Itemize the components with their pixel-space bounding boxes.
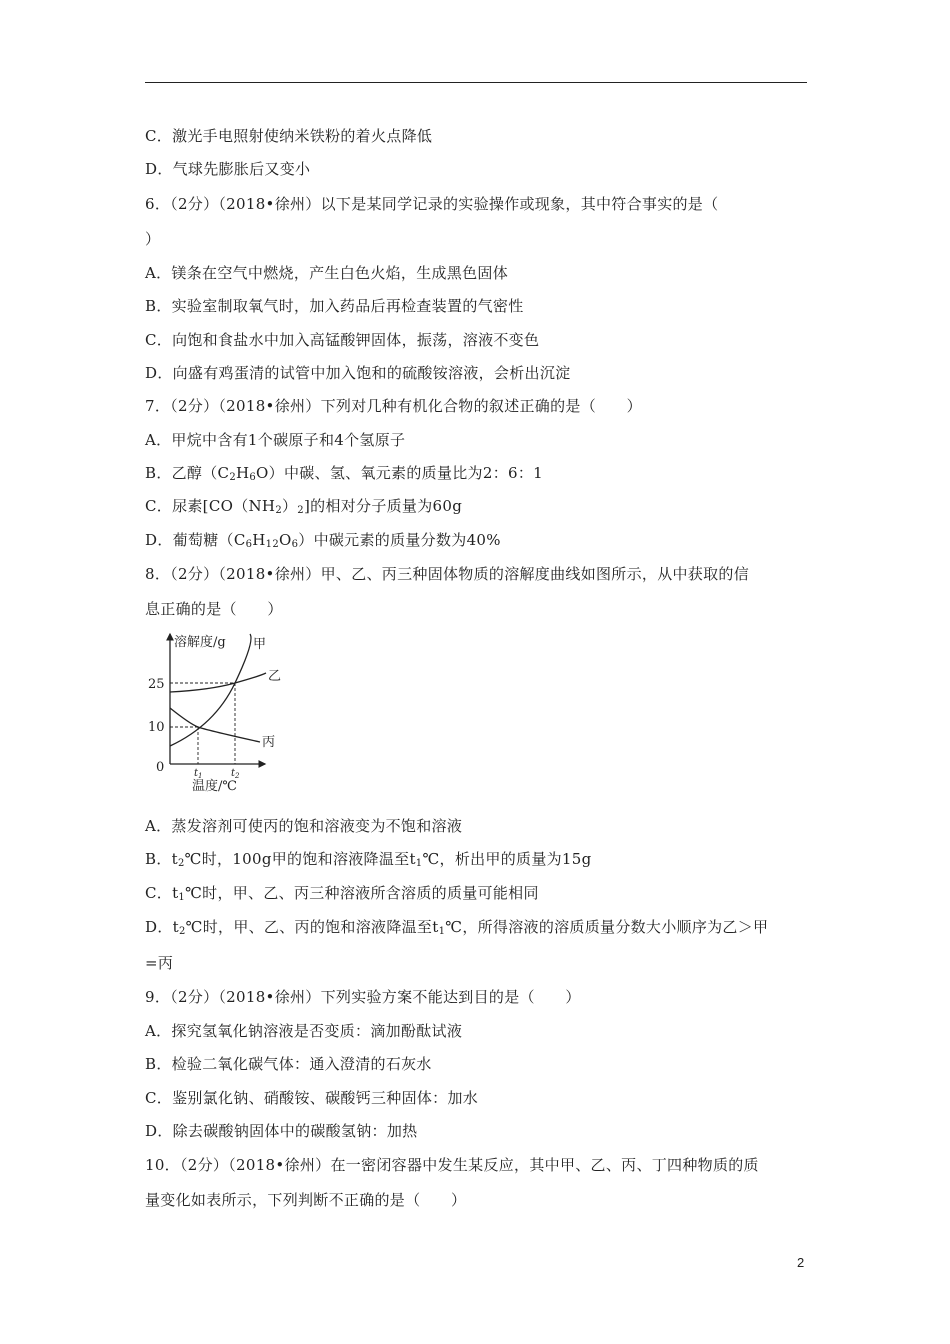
q9-option-b: B．检验二氧化碳气体：通入澄清的石灰水 (145, 1055, 432, 1073)
q6-option-c: C．向饱和食盐水中加入高锰酸钾固体，振荡，溶液不变色 (145, 331, 540, 349)
q7-option-d: D．葡萄糖$(C_6H_{12}O_6)$中碳元素的质量分数为40% (145, 531, 501, 550)
q7-option-c: C．尿素$[CO(NH_2)_2]$的相对分子质量为60g (145, 497, 463, 516)
x-axis-label: 温度/℃ (192, 779, 237, 794)
q8-option-b: B．$t_2℃$时，100g甲的饱和溶液降温至$t_1℃$，析出甲的质量为15g (145, 850, 592, 869)
y-axis-label: 溶解度/g (174, 635, 226, 650)
legend-bing: 丙 (262, 735, 276, 750)
q5-option-d: D．气球先膨胀后又变小 (145, 160, 311, 178)
curve-yi (170, 673, 266, 692)
y-tick-25: 25 (148, 677, 165, 692)
guide-lines (170, 683, 235, 764)
chart-axes (170, 634, 265, 764)
question-8-stem-cont: 息正确的是（ ） (145, 600, 283, 618)
q8-option-d-cont: =丙 (145, 954, 174, 972)
legend-yi: 乙 (268, 669, 282, 684)
question-9-stem: 9．（2分）（2018•徐州）下列实验方案不能达到目的是（ ） (145, 988, 581, 1006)
q9-option-d: D．除去碳酸钠固体中的碳酸氢钠：加热 (145, 1122, 418, 1140)
q6-option-b: B．实验室制取氧气时，加入药品后再检查装置的气密性 (145, 297, 524, 315)
q9-option-c: C．鉴别氯化钠、硝酸铵、碳酸钙三种固体：加水 (145, 1089, 479, 1107)
q6-option-a: A．镁条在空气中燃烧，产生白色火焰，生成黑色固体 (145, 264, 509, 282)
question-6-stem: 6．（2分）（2018•徐州）以下是某同学记录的实验操作或现象，其中符合事实的是（ (145, 195, 719, 213)
question-10-stem: 10．（2分）（2018•徐州）在一密闭容器中发生某反应，其中甲、乙、丙、丁四种物质的质 (145, 1156, 759, 1174)
legend-jia: 甲 (253, 637, 267, 652)
y-tick-10: 10 (148, 720, 165, 735)
q7-option-b: B．乙醇$(C_2H_6O)$中碳、氢、氧元素的质量比为2：6：1 (145, 464, 543, 483)
x-tick-t1: $t_1$ (194, 768, 203, 780)
curve-jia (170, 634, 251, 746)
page-number: 2 (797, 1255, 805, 1270)
q8-option-a: A．蒸发溶剂可使丙的饱和溶液变为不饱和溶液 (145, 817, 463, 835)
q6-option-d: D．向盛有鸡蛋清的试管中加入饱和的硫酸铵溶液，会析出沉淀 (145, 364, 571, 382)
header-rule (145, 82, 807, 83)
q8-option-c: C．$t_1℃$时，甲、乙、丙三种溶液所含溶质的质量可能相同 (145, 884, 539, 903)
x-tick-t2: $t_2$ (231, 768, 240, 780)
question-6-stem-cont: ） (145, 230, 161, 248)
question-10-stem-cont: 量变化如表所示，下列判断不正确的是（ ） (145, 1191, 467, 1209)
q8-option-d: D．$t_2℃$时，甲、乙、丙的饱和溶液降温至$t_1℃$，所得溶液的溶质质量分数大小顺序为乙＞甲 (145, 918, 769, 937)
question-7-stem: 7．（2分）（2018•徐州）下列对几种有机化合物的叙述正确的是（ ） (145, 397, 642, 415)
origin-label: 0 (156, 760, 165, 775)
q7-option-a: A．甲烷中含有1个碳原子和4个氢原子 (145, 431, 406, 449)
solubility-chart (140, 630, 290, 795)
q5-option-c: C．激光手电照射使纳米铁粉的着火点降低 (145, 127, 433, 145)
question-8-stem: 8．（2分）（2018•徐州）甲、乙、丙三种固体物质的溶解度曲线如图所示，从中获取的信 (145, 565, 750, 583)
q9-option-a: A．探究氢氧化钠溶液是否变质：滴加酚酞试液 (145, 1022, 463, 1040)
